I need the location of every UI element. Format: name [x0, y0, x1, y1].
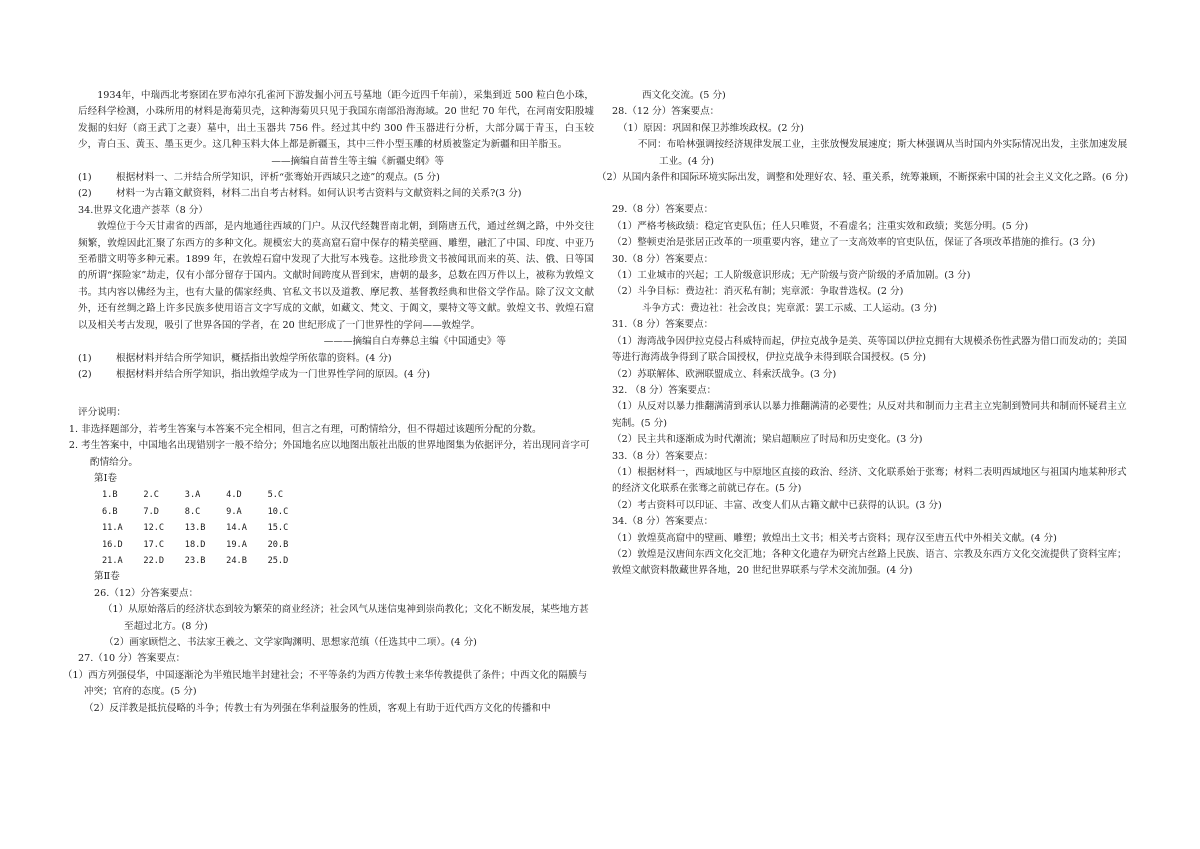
a34-part-2: （2）敦煌是汉唐间东西文化交汇地；各种文化遗存为研究古丝路上民族、语言、宗教及东西方文化交流提供了资料宝库；敦煌文献资料散藏世界各地，20 世纪世界联系与学术交流加强。(4 分)	[612, 548, 1127, 577]
a30-part-1: （1）工业城市的兴起；工人阶级意识形成；无产阶级与资产阶级的矛盾加剧。(3 分)	[612, 270, 971, 282]
a28-title: 28.（12 分）答案要点：	[612, 106, 720, 118]
a27-title: 27.（10 分）答案要点：	[78, 653, 186, 665]
a31-part-1: （1）海湾战争因伊拉克侵占科威特而起，伊拉克战争是美、英等国以伊拉克拥有大规模杀伤性武器为借口而发动的；美国等进行海湾战争得到了联合国授权，伊拉克战争未得到联合国授权。(5 分)	[612, 335, 1127, 364]
a26-part-1: （1）从原始落后的经济状态到较为繁荣的商业经济；社会风气从迷信鬼神到崇尚教化；文化不断发展，某些地方甚至超过北方。(8 分)	[102, 604, 589, 632]
right-column	[596, 88, 1132, 580]
a29-part-1: （1）严格考核政绩：稳定官吏队伍；任人只唯贤，不看虚名；注重实效和政绩；奖惩分明。(5 分)	[612, 220, 1029, 232]
answer-row-2: 6.B 7.D 8.C 9.A 10.C	[102, 506, 289, 517]
a27-continued: 西文化交流。(5 分)	[642, 90, 726, 101]
a28-part-2: （2）从国内条件和国际环境实际出发，调整和处理好农、轻、重关系，统筹兼顾，不断探索中国的社会主义文化之路。(6 分)	[596, 172, 1129, 184]
a32-part-1: （1）从反对以暴力推翻满清到承认以暴力推翻满清的必要性；从反对共和制而力主君主立宪制到赞同共和制而怀疑君主立宪制。(5 分)	[612, 401, 1127, 429]
a27-part-1: （1）西方列强侵华，中国逐渐沦为半殖民地半封建社会；不平等条约为西方传教士来华传教提供了条件；中西文化的隔膜与冲突；官府的态度。(5 分)	[62, 669, 588, 698]
q33-item-2-text: 材料一为古籍文献资料，材料二出自考古材料。如何认识考古资料与文献资料之间的关系?(3 分)	[116, 188, 522, 200]
a32-part-2: （2）民主共和逐渐成为时代潮流；梁启超顺应了时局和历史变化。(3 分)	[612, 434, 923, 446]
q33-item-1-num: (1)	[78, 172, 92, 184]
a26-part-2: （2）画家顾恺之、书法家王羲之、文学家陶渊明、思想家范缜（任选其中二项）。(4 分)	[104, 637, 477, 648]
a28-part-1b: 不同：布哈林强调按经济规律发展工业，主张放慢发展速度；斯大林强调从当时国内外实际情况出发，主张加速发展工业。(4 分)	[637, 139, 1128, 167]
a30-part-2b: 斗争方式：费边社：社会改良；宪章派：罢工示威、工人运动。(3 分)	[642, 302, 937, 314]
left-column	[62, 88, 594, 717]
answer-row-1: 1.B 2.C 3.A 4.D 5.C	[102, 490, 284, 501]
a29-part-2: （2）整顿吏治是张居正改革的一项重要内容，建立了一支高效率的官吏队伍，保证了各项改革措施的推行。(3 分)	[612, 237, 1096, 249]
a30-title: 30.（8 分）答案要点：	[612, 253, 714, 265]
q34-item-2-text: 根据材料并结合所学知识，指出敦煌学成为一门世界性学问的原因。(4 分)	[116, 368, 431, 380]
vol2-heading: 第Ⅱ卷	[94, 571, 120, 583]
answer-row-4: 16.D 17.C 18.D 19.A 20.B	[102, 539, 289, 550]
q33-item-1-text: 根据材料一、二并结合所学知识，评析“张骞始开西域只之迹”的观点。(5 分)	[116, 172, 440, 184]
q34-item-2-num: (2)	[78, 368, 92, 380]
q34-source: ———摘编自白寿彝总主编《中国通史》等	[323, 336, 506, 348]
a31-part-2: （2）苏联解体、欧洲联盟成立、科索沃战争。(3 分)	[612, 368, 837, 380]
answer-row-3: 11.A 12.C 13.B 14.A 15.C	[102, 523, 289, 534]
a27-part-2: （2）反洋教是抵抗侵略的斗争；传教士有为列强在华利益服务的性质，客观上有助于近代西方文化的传播和中	[84, 702, 551, 714]
answer-row-5: 21.A 22.D 23.B 24.B 25.D	[102, 555, 289, 566]
q34-item-2	[78, 367, 594, 383]
a31-title: 31.（8 分）答案要点：	[612, 319, 714, 331]
material-2-source: ——摘编自苗普生等主编《新疆史纲》等	[271, 155, 444, 167]
a34-part-1: （1）敦煌莫高窟中的壁画、雕塑；敦煌出土文书；相关考古资料；现存汉至唐五代中外相关文献。(4 分)	[612, 532, 1057, 544]
a28-part-1: （1）原因：巩固和保卫苏维埃政权。(2 分)	[618, 122, 804, 134]
a33-part-1: （1）根据材料一，西域地区与中原地区直接的政治、经济、文化联系始于张骞；材料二表明西域地区与祖国内地某种形式的经济文化联系在张骞之前就已存在。(5 分)	[612, 466, 1127, 495]
q33-item-2	[78, 186, 594, 202]
q33-item-1	[78, 170, 594, 186]
eval-item-1: 1. 非选择题部分，若考生答案与本答案不完全相同，但言之有理，可酌情给分，但不得超过该题所分配的分数。	[68, 423, 542, 435]
a30-part-2: （2）斗争目标：费边社：消灭私有制；宪章派：争取普选权。(2 分)	[612, 286, 904, 298]
vol1-heading: 第Ⅰ卷	[94, 472, 117, 484]
a26-title: 26.（12）分答案要点：	[94, 587, 199, 599]
q34-title: 34.世界文化遗产荟萃（8 分）	[78, 204, 208, 216]
q33-item-2-num: (2)	[78, 188, 92, 200]
a32-title: 32. （8 分）答案要点：	[612, 384, 717, 396]
material-2-paragraph: 1934年，中瑞西北考察团在罗布淖尔孔雀河下游发掘小河五号墓地（距今近四千年前），采集到近 500 粒白色小珠，后经科学检测，小珠所用的材料是海菊贝壳，这种海菊贝只见于我国东南部沿海海域。20 世纪 70 年代，在河南安阳殷墟发掘的妇好（商王武丁之妻）墓中，出土玉器共 756 件。经过其中约 300 件玉器进行分析，大部分属于青玉，白玉较少，青白玉、黄玉、墨玉更少。这几种玉料大体上都是新疆玉，其中三件小型玉雕的材质被鉴定为新疆和田羊脂玉。	[78, 90, 594, 151]
a34-title: 34.（8 分）答案要点：	[612, 516, 714, 528]
q34-item-1	[78, 351, 594, 367]
eval-title: 评分说明：	[78, 407, 126, 419]
a29-title: 29.（8 分）答案要点：	[612, 204, 714, 216]
a33-title: 33.（8 分）答案要点：	[612, 450, 714, 462]
q34-item-1-num: (1)	[78, 352, 92, 364]
q34-item-1-text: 根据材料并结合所学知识，概括指出敦煌学所依靠的资料。(4 分)	[116, 352, 392, 364]
q34-paragraph: 敦煌位于今天甘肃省的西部，是内地通往西域的门户。从汉代经魏晋南北朝，到隋唐五代，通过丝绸之路，中外交往频繁，敦煌因此汇聚了东西方的多种文化。规模宏大的莫高窟石窟中保存的精美壁画、雕塑，融汇了中国、印度、中亚乃至希腊文明等多种元素。1899 年，在敦煌石窟中发现了大批写本残卷。这批珍贵文书被闻讯而来的英、法、俄、日等国的所谓“探险家”劫走，仅有小部分留存于国内。文献时间跨度从晋到宋，唐朝的最多，总数在四万件以上，被称为敦煌文书。其内容以佛经为主，也有大量的儒家经典、官私文书以及道教、摩尼教、基督教经典和世俗文学作品。除了汉文文献外，还有丝绸之路上许多民族多使用语言文字写成的文献，如藏文、梵文、于阗文，粟特文等文献。敦煌文书、敦煌石窟以及相关考古发现，吸引了世界各国的学者，在 20 世纪形成了一门世界性的学问——敦煌学。	[78, 221, 594, 331]
eval-item-2: 2. 考生答案中，中国地名出现错别字一般不给分；外国地名应以地图出版社出版的世界地图集为依据评分，若出现同音字可酌情给分。	[68, 440, 590, 468]
a33-part-2: （2）考古资料可以印证、丰富、改变人们从古籍文献中已获得的认识。(3 分)	[612, 499, 942, 511]
